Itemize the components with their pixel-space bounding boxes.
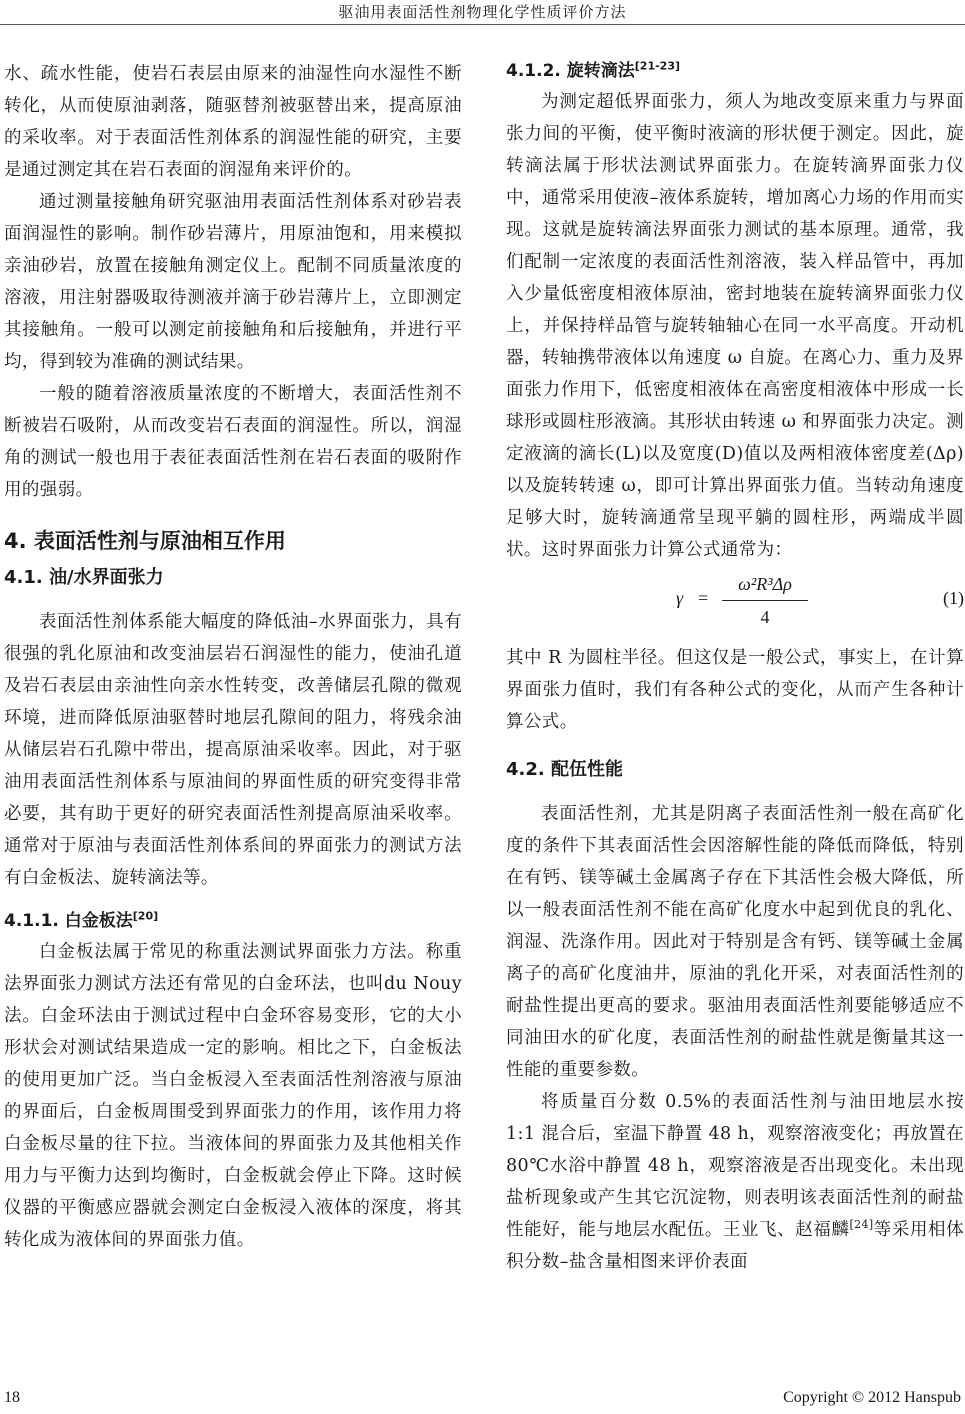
heading-text: 4.1.2. 旋转滴法 bbox=[506, 61, 635, 81]
equation-numerator: ω²R³Δρ bbox=[738, 574, 792, 594]
paragraph-spinning-drop: 为测定超低界面张力，须人为地改变原来重力与界面张力间的平衡，使平衡时液滴的形状便于测定。因此，旋转滴法属于形状法测试界面张力。在旋转滴界面张力仪中，通常采用使液–液体系旋转，增加离心力场的作用而实现。这就是旋转滴法界面张力测试的基本原理。通常，我们配制一定浓度的表面活性剂溶液，装入样品管中，再加入少量低密度相液体原油，密封地装在旋转滴界面张力仪上，并保持样品管与旋转轴轴心在同一水平高度。开动机器，转轴携带液体以角速度 ω 自旋。在离心力、重力及界面张力作用下，低密度相液体在高密度相液体中形成一长球形或圆柱形液滴。其形状由转速 ω 和界面张力决定。测定液滴的滴长(L)以及宽度(D)值以及两相液体密度差(Δρ)以及旋转转速 ω，即可计算出界面张力值。当转动角速度足够大时，旋转滴通常呈现平躺的圆柱形，两端成半圆状。这时界面张力计算公式通常为： bbox=[506, 92, 964, 560]
header-divider bbox=[0, 24, 965, 25]
paragraph-text-cont: 等采用相体积分数–盐含量相图来评价表面 bbox=[506, 1220, 965, 1272]
citation: [20] bbox=[132, 909, 159, 923]
equation-denominator: 4 bbox=[760, 607, 770, 627]
paragraph-wettability-intro: 水、疏水性能，使岩石表层由原来的油湿性向水湿性不断转化，从而使原油剥落，随驱替剂被驱替出来，提高原油的采收率。对于表面活性剂体系的润湿性能的研究，主要是通过测定其在岩石表面的润湿角来评价的。 bbox=[4, 64, 462, 180]
running-header: 驱油用表面活性剂物理化学性质评价方法 bbox=[338, 3, 627, 21]
subsection-heading-4-2: 4.2. 配伍性能 bbox=[506, 759, 623, 780]
equation-lhs: γ bbox=[676, 588, 684, 608]
equation-number: (1) bbox=[943, 588, 964, 608]
equation-1 bbox=[506, 570, 964, 634]
section-heading-4: 4. 表面活性剂与原油相互作用 bbox=[4, 529, 286, 553]
equation-equals: = bbox=[698, 588, 709, 608]
page-number: 18 bbox=[4, 1389, 20, 1406]
paragraph-wilhelmy-plate: 白金板法属于常见的称重法测试界面张力方法。称重法界面张力测试方法还有常见的白金环法，也叫du Nouy法。白金环法由于测试过程中白金环容易变形，它的大小形状会对测试结果造成一定的影响。相比之下，白金板法的使用更加广泛。当白金板浸入至表面活性剂溶液与原油的界面后，白金板周围受到界面张力的作用，该作用力将白金板尽量的往下拉。当液体间的界面张力及其他相关作用力与平衡力达到均衡时，白金板就会停止下降。这时候仪器的平衡感应器就会测定白金板浸入液体的深度，将其转化成为液体间的界面张力值。 bbox=[4, 942, 462, 1250]
paragraph-interfacial-tension: 表面活性剂体系能大幅度的降低油–水界面张力，具有很强的乳化原油和改变油层岩石润湿性的能力，使油孔道及岩石表层由亲油性向亲水性转变，改善储层孔隙的微观环境，进而降低原油驱替时地层孔隙间的阻力，将残余油从储层岩石孔隙中带出，提高原油采收率。因此，对于驱油用表面活性剂体系与原油间的界面性质的研究变得非常必要，其有助于更好的研究表面活性剂提高原油采收率。通常对于原油与表面活性剂体系间的界面张力的测试方法有白金板法、旋转滴法等。 bbox=[4, 612, 462, 888]
paragraph-contact-angle: 通过测量接触角研究驱油用表面活性剂体系对砂岩表面润湿性的影响。制作砂岩薄片，用原油饱和，用来模拟亲油砂岩，放置在接触角测定仪上。配制不同质量浓度的溶液，用注射器吸取待测液并滴于砂岩薄片上，立即测定其接触角。一般可以测定前接触角和后接触角，并进行平均，得到较为准确的测试结果。 bbox=[4, 192, 462, 372]
subsubsection-heading-4-1-1 bbox=[4, 908, 462, 934]
citation: [21-23] bbox=[634, 59, 681, 73]
subsection-heading-4-1: 4.1. 油/水界面张力 bbox=[4, 567, 164, 588]
copyright-notice: Copyright © 2012 Hanspub bbox=[783, 1389, 961, 1406]
paragraph-adsorption: 一般的随着溶液质量浓度的不断增大，表面活性剂不断被岩石吸附，从而改变岩石表面的润湿性。所以，润湿角的测试一般也用于表征表面活性剂在岩石表面的吸附作用的强弱。 bbox=[4, 384, 462, 500]
right-column bbox=[506, 58, 964, 1278]
heading-text: 4.1.1. 白金板法 bbox=[4, 911, 133, 931]
equation-fraction bbox=[722, 570, 808, 631]
paragraph-radius-note: 其中 R 为圆柱半径。但这仅是一般公式，事实上，在计算界面张力值时，我们有各种公式的变化，从而产生各种计算公式。 bbox=[506, 648, 964, 732]
citation: [24] bbox=[849, 1218, 874, 1232]
paragraph-compatibility: 表面活性剂，尤其是阴离子表面活性剂一般在高矿化度的条件下其表面活性会因溶解性能的降低而降低，特别在有钙、镁等碱土金属离子存在下其活性会极大降低，所以一般表面活性剂不能在高矿化度水中起到优良的乳化、润湿、洗涤作用。因此对于特别是含有钙、镁等碱土金属离子的高矿化度油井，原油的乳化开采，对表面活性剂的耐盐性提出更高的要求。驱油用表面活性剂要能够适应不同油田水的矿化度，表面活性剂的耐盐性就是衡量其这一性能的重要参数。 bbox=[506, 804, 964, 1080]
fraction-bar bbox=[722, 600, 808, 601]
left-column bbox=[4, 58, 462, 1256]
paragraph-salt-tolerance bbox=[506, 1086, 964, 1278]
paragraph-text: 将质量百分数 0.5%的表面活性剂与油田地层水按 1:1 混合后，室温下静置 48 h，观察溶液变化；再放置在 80℃水浴中静置 48 h，观察溶液是否出现变化。未出现盐析现象或产生其它沉淀物，则表明该表面活性剂的耐盐性能好，能与地层水配伍。王业飞、赵福麟 bbox=[506, 1092, 964, 1240]
subsubsection-heading-4-1-2 bbox=[506, 58, 964, 84]
